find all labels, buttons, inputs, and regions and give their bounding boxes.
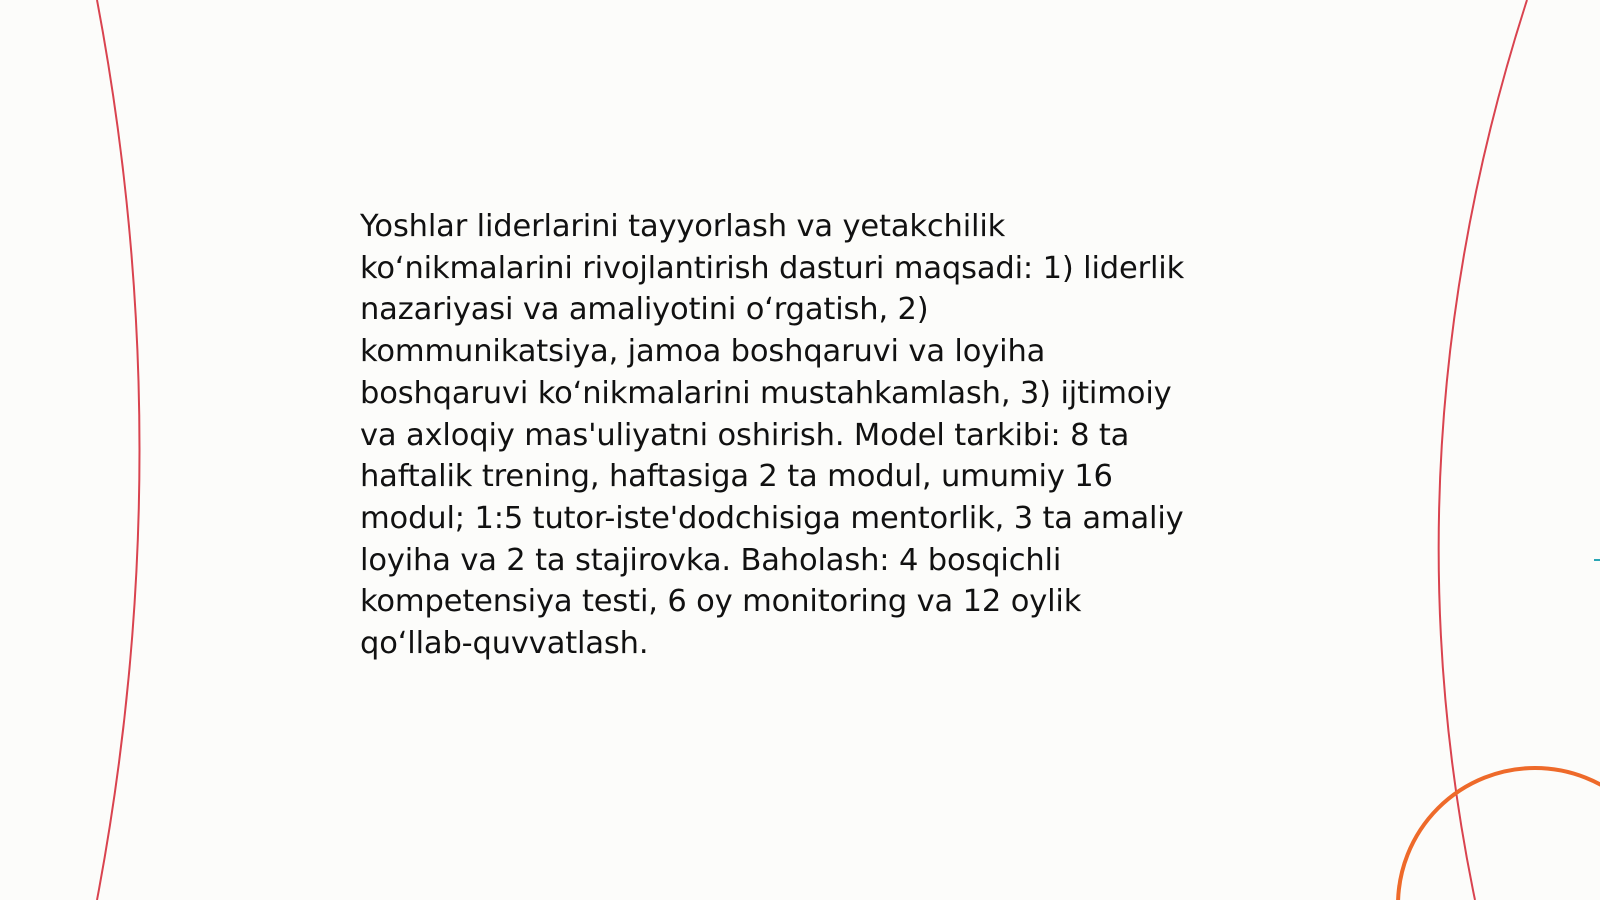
left-arc-decoration — [97, 0, 140, 900]
body-paragraph: Yoshlar liderlarini tayyorlash va yetakchilik ko‘nikmalarini rivojlantirish dasturi maqsadi: 1) liderlik nazariyasi va amaliyotini o‘rgatish, 2) kommunikatsiya, jamoa boshqaruvi va loyiha boshqaruvi ko‘nikmalarini mustahkamlash, 3) ijtimoiy va axloqiy mas'uliyatni oshirish. Model tarkibi: 8 ta haftalik trening, haftasiga 2 ta modul, umumiy 16 modul; 1:5 tutor-iste'dodchisiga mentorlik, 3 ta amaliy loyiha va 2 ta stajirovka. Baholash: 4 bosqichli kompetensiya testi, 6 oy monitoring va 12 oylik qo‘llab-quvvatlash. — [360, 209, 1185, 662]
orange-circle-decoration — [1398, 768, 1600, 900]
right-arc-decoration — [1439, 0, 1527, 900]
